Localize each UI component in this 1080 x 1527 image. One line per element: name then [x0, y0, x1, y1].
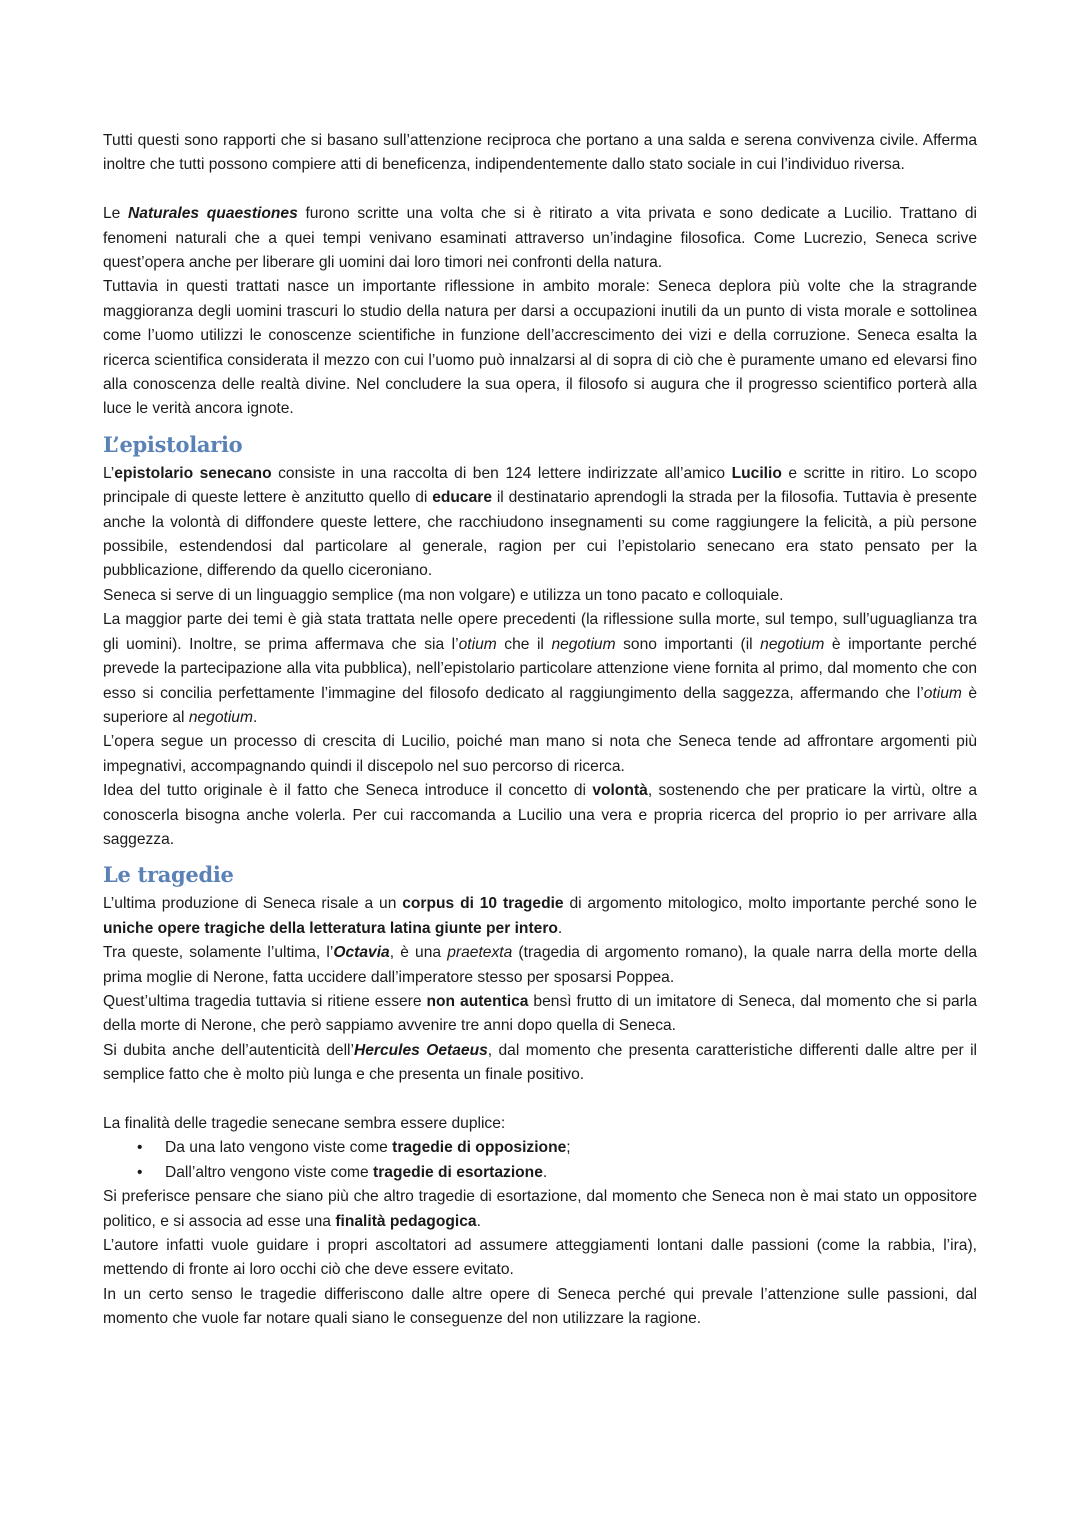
text-run: Le — [103, 205, 129, 223]
bullet-list — [103, 1136, 977, 1185]
text-run: Dall’altro vengono viste come — [165, 1163, 374, 1181]
text-run: furono scritte una volta che si è ritirato a vita privata e sono dedicate a Lucilio. Trattano di fenomeni naturali che a quei tempi venivano esaminati attraverso un’indagine filosofica. Come Lucrezio, Seneca scrive quest’opera anche per liberare gli uomini dai loro timori nei confronti della natura. — [103, 205, 977, 272]
text-run: L’autore infatti vuole guidare i propri ascoltatori ad assumere atteggiamenti lontani dalle passioni (come la rabbia, l’ira), mettendo di fronte ai loro occhi ciò che deve essere evitato. — [103, 1237, 977, 1279]
paragraph — [103, 608, 977, 730]
text-run: è superiore al — [103, 684, 977, 726]
paragraph — [103, 990, 977, 1039]
emphasized-text: otium — [923, 684, 962, 702]
paragraph — [103, 202, 977, 275]
text-run: ; — [566, 1139, 571, 1157]
list-item — [165, 1161, 977, 1185]
paragraph — [103, 462, 977, 584]
text-run: , è una — [389, 944, 448, 962]
text-run: . — [557, 919, 563, 937]
emphasized-text: epistolario senecano — [114, 464, 272, 482]
text-run: L’ultima produzione di Seneca risale a un — [103, 895, 403, 913]
emphasized-text: praetexta — [447, 944, 513, 962]
text-run: consiste in una raccolta di ben 124 lettere indirizzate all’amico — [271, 464, 732, 482]
text-run: bensì frutto di un imitatore di Seneca, dal momento che si parla della morte di Nerone, che però sappiamo avvenire tre anni dopo quella di Seneca. — [103, 992, 978, 1035]
emphasized-text: Lucilio — [731, 464, 782, 482]
text-run: che il — [496, 635, 552, 653]
text-run: Seneca si serve di un linguaggio semplice (ma non volgare) e utilizza un tono pacato e colloquiale. — [103, 586, 784, 604]
text-run: sono importanti (il — [615, 635, 761, 653]
paragraph — [103, 1185, 977, 1234]
section-heading: Le tragedie — [103, 862, 234, 888]
text-run: Tra queste, solamente l’ultima, l’ — [103, 944, 334, 962]
emphasized-text: Octavia — [333, 944, 390, 962]
text-run: è importante perché prevede la partecipazione alla vita pubblica), nell’epistolario particolare attenzione viene fornita al primo, dal momento che con esso si concilia perfettamente l’immagine del filosofo dedicato al raggiungimento della saggezza, affermando che l’ — [103, 635, 977, 702]
text-run: La finalità delle tragedie senecane sembra essere duplice: — [103, 1115, 506, 1132]
text-run: Da una lato vengono viste come — [165, 1139, 393, 1157]
text-run: . — [542, 1163, 548, 1181]
list-item — [165, 1136, 977, 1160]
text-run: L’ — [103, 464, 115, 482]
document-page — [103, 129, 977, 1332]
emphasized-text: negotium — [188, 708, 253, 726]
paragraph — [103, 1112, 977, 1136]
text-run: , sostenendo che per praticare la virtù, oltre a conoscerla bisogna anche volerla. Per cui raccomanda a Lucilio una vera e propria ricerca del proprio io per arrivare alla saggezza. — [103, 782, 977, 848]
text-run: (tragedia di argomento romano), la quale narra della morte della prima moglie di Nerone, fatta uccidere dall’imperatore stesso per sposarsi Poppea. — [103, 944, 977, 986]
emphasized-text: negotium — [551, 635, 616, 653]
section-heading: L’epistolario — [103, 431, 243, 457]
emphasized-text: uniche opere tragiche della letteratura latina giunte per intero — [103, 919, 558, 937]
text-run: di argomento mitologico, molto importante perché sono le — [563, 895, 977, 913]
emphasized-text: non autentica — [426, 992, 529, 1010]
paragraph — [103, 941, 977, 990]
emphasized-text: volontà — [592, 782, 648, 800]
text-run: Tutti questi sono rapporti che si basano sull’attenzione reciproca che portano a una salda e serena convivenza civile. Afferma inoltre che tutti possono compiere atti di beneficenza, indipendentemente dallo stato sociale in cui l’individuo riversa. — [103, 132, 977, 174]
text-run: . — [252, 708, 258, 726]
emphasized-text: otium — [458, 635, 497, 653]
paragraph — [103, 584, 977, 608]
text-run: e scritte in ritiro. Lo scopo principale di queste lettere è anzitutto quello di — [103, 464, 977, 507]
paragraph — [103, 275, 977, 421]
text-run: . — [476, 1212, 481, 1230]
emphasized-text: corpus di 10 tragedie — [402, 895, 564, 913]
text-run: In un certo senso le tragedie differiscono dalle altre opere di Seneca perché qui prevale l’attenzione sulle passioni, dal momento che vuole far notare quali siano le conseguenze del non utilizzare la ragione. — [103, 1285, 977, 1328]
paragraph — [103, 1039, 977, 1088]
text-run: , dal momento che presenta caratteristiche differenti dalle altre per il semplice fatto che è molto più lunga e che presenta un finale positivo. — [103, 1041, 977, 1084]
paragraph — [103, 129, 977, 178]
emphasized-text: tragedie di opposizione — [392, 1139, 567, 1157]
text-run: Idea del tutto originale è il fatto che Seneca introduce il concetto di — [103, 782, 593, 800]
emphasized-text: Naturales quaestiones — [128, 205, 298, 223]
paragraph — [103, 1234, 977, 1283]
text-run: Quest’ultima tragedia tuttavia si ritiene essere — [103, 992, 427, 1010]
paragraph — [103, 730, 977, 779]
emphasized-text: educare — [432, 489, 492, 507]
emphasized-text: finalità pedagogica — [335, 1212, 477, 1230]
text-run: Si dubita anche dell’autenticità dell’ — [103, 1041, 354, 1059]
paragraph — [103, 1283, 977, 1332]
text-run: La maggior parte dei temi è già stata trattata nelle opere precedenti (la riflessione sulla morte, sul tempo, sull’uguaglianza tra gli uomini). Inoltre, se prima affermava che sia l’ — [103, 611, 977, 653]
emphasized-text: negotium — [760, 635, 825, 653]
text-run: il destinatario aprendogli la strada per la filosofia. Tuttavia è presente anche la volontà di diffondere queste lettere, che racchiudono insegnamenti su come raggiungere la felicità, a più persone possibile, estendendosi dal particolare al generale, ragion per cui l’epistolario senecano era stato pensato per la pubblicazione, differendo da quello ciceroniano. — [103, 489, 977, 580]
emphasized-text: tragedie di esortazione — [373, 1163, 543, 1181]
paragraph — [103, 779, 977, 852]
emphasized-text: Hercules Oetaeus — [353, 1041, 488, 1059]
text-run: L’opera segue un processo di crescita di Lucilio, poiché man mano si nota che Seneca tende ad affrontare argomenti più impegnativi, accompagnando quindi il discepolo nel suo percorso di ricerca. — [103, 733, 977, 775]
text-run: Si preferisce pensare che siano più che altro tragedie di esortazione, dal momento che Seneca non è mai stato un oppositore politico, e si associa ad esse una — [103, 1188, 977, 1230]
text-run: Tuttavia in questi trattati nasce un importante riflessione in ambito morale: Seneca deplora più volte che la stragrande maggioranza degli uomini trascuri lo studio della natura per darsi a occupazioni inutili da un punto di vista morale e sottolinea come l’uomo utilizzi le conoscenze scientifiche in funzione dell’accrescimento dei vizi e della corruzione. Seneca esalta la ricerca scientifica considerata il mezzo con cui l’uomo può innalzarsi al di sopra di ciò che è puramente umano ed elevarsi fino alla conoscenza delle realtà divine. Nel concludere la sua opera, il filosofo si augura che il progresso scientifico porterà alla luce le verità ancora ignote. — [103, 278, 977, 418]
paragraph — [103, 892, 977, 941]
